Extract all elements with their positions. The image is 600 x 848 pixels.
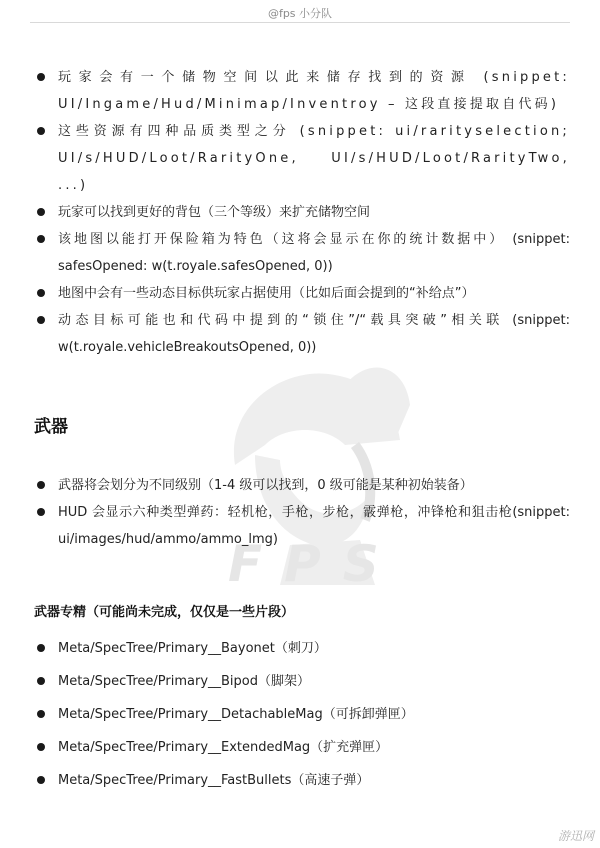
list-item: 该地图以能打开保险箱为特色（这将会显示在你的统计数据中） (snippet: safesOpened: w(t.royale.safesOpened, 0)) — [34, 226, 570, 280]
resource-feature-list — [34, 64, 570, 361]
bullet-icon — [37, 316, 45, 324]
bullet-icon — [37, 644, 45, 652]
section-title-weapons: 武器 — [34, 417, 68, 437]
header-mark: @fps 小分队 — [267, 7, 333, 20]
list-item: 玩家可以找到更好的背包（三个等级）来扩充储物空间 — [34, 199, 570, 226]
list-item: Meta/SpecTree/Primary__Bipod（脚架） — [34, 668, 570, 695]
list-item: 这些资源有四种品质类型之分 (snippet: ui/rarityselection; UI/s/HUD/Loot/RarityOne, UI/s/HUD/Loot/RarityTwo, ...) — [34, 118, 570, 199]
corner-watermark: 游迅网 — [557, 829, 594, 843]
bullet-icon — [37, 508, 45, 516]
subsection-title-weapon-mastery: 武器专精（可能尚未完成，仅仅是一些片段） — [34, 605, 295, 620]
bullet-icon — [37, 481, 45, 489]
list-item: 武器将会划分为不同级别（1-4 级可以找到，0 级可能是某种初始装备） — [34, 472, 570, 499]
bullet-icon — [37, 73, 45, 81]
list-item: Meta/SpecTree/Primary__ExtendedMag（扩充弹匣） — [34, 734, 570, 761]
bullet-icon — [37, 289, 45, 297]
list-item: Meta/SpecTree/Primary__Bayonet（刺刀） — [34, 635, 570, 662]
watermark-text: FPS — [228, 535, 401, 593]
list-item: Meta/SpecTree/Primary__DetachableMag（可拆卸弹匣） — [34, 701, 570, 728]
bullet-icon — [37, 677, 45, 685]
bullet-icon — [37, 208, 45, 216]
bullet-icon — [37, 235, 45, 243]
list-item: Meta/SpecTree/Primary__FastBullets（高速子弹） — [34, 767, 570, 794]
bullet-icon — [37, 710, 45, 718]
list-item: 地图中会有一些动态目标供玩家占据使用（比如后面会提到的“补给点”） — [34, 280, 570, 307]
bullet-icon — [37, 743, 45, 751]
bullet-icon — [37, 127, 45, 135]
weapon-feature-list — [34, 472, 570, 553]
list-item: 玩家会有一个储物空间以此来储存找到的资源 (snippet: UI/Ingame/Hud/Minimap/Inventroy – 这段直接提取自代码) — [34, 64, 570, 118]
spec-tree-list — [34, 635, 570, 800]
list-item: 动态目标可能也和代码中提到的“锁住”/“载具突破”相关联 (snippet: w(t.royale.vehicleBreakoutsOpened, 0)) — [34, 307, 570, 361]
list-item: HUD 会显示六种类型弹药：轻机枪，手枪，步枪，霰弹枪，冲锋枪和狙击枪(snippet: ui/images/hud/ammo/ammo_lmg) — [34, 499, 570, 553]
bullet-icon — [37, 776, 45, 784]
